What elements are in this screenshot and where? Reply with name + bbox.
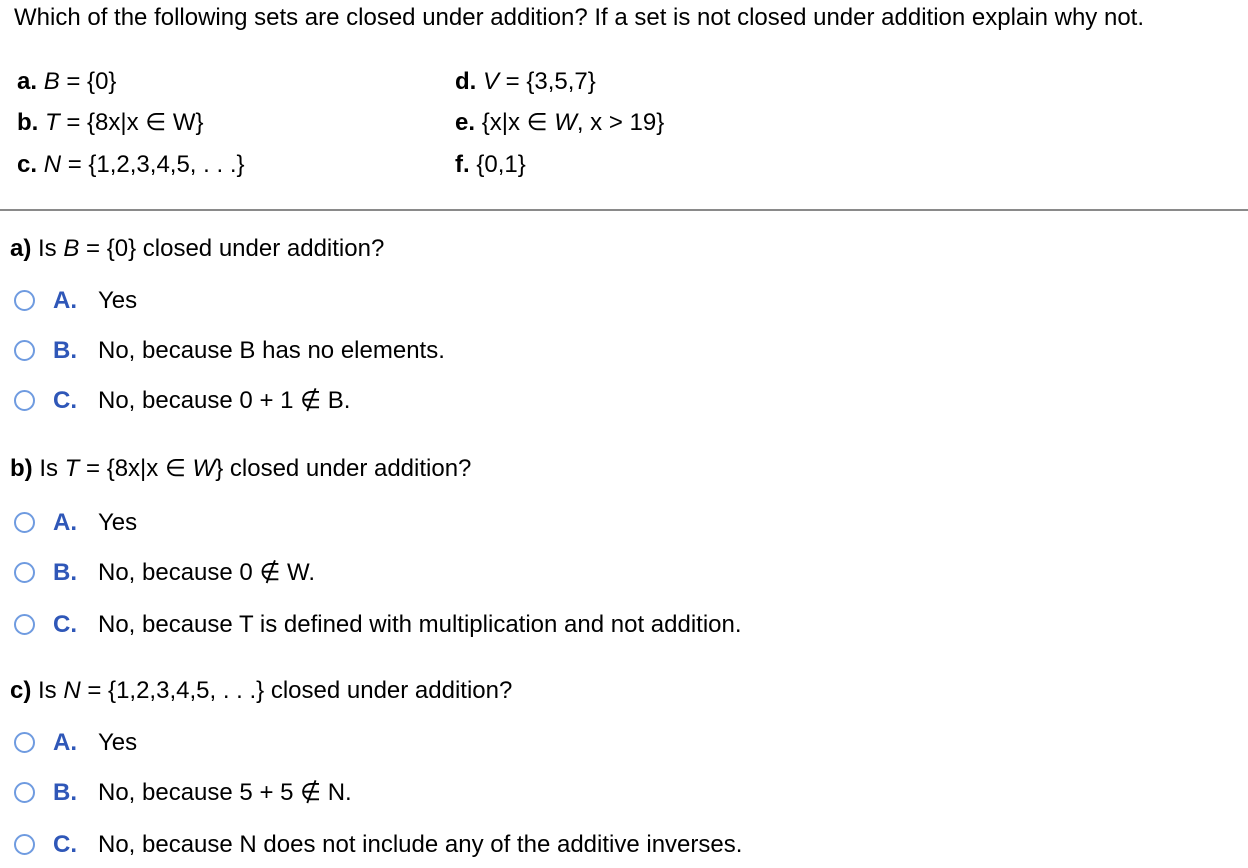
set-letter: f. bbox=[455, 151, 470, 178]
option-text[interactable]: Yes bbox=[98, 729, 138, 756]
radio-c-option-c[interactable] bbox=[14, 834, 35, 855]
question-text: = {1,2,3,4,5, . . .} closed under addition? bbox=[80, 677, 513, 704]
option-text[interactable]: Yes bbox=[98, 509, 138, 536]
question-text: = {8x|x ∈ bbox=[79, 455, 193, 482]
option-c-a[interactable] bbox=[53, 731, 77, 755]
question-text-pre: Is bbox=[32, 455, 65, 482]
set-c bbox=[17, 153, 245, 177]
radio-a-option-b[interactable] bbox=[14, 340, 35, 361]
set-definition: = {8x|x ∈ W} bbox=[59, 109, 204, 136]
option-letter: A. bbox=[53, 729, 77, 756]
option-letter: B. bbox=[53, 559, 77, 586]
set-letter: e. bbox=[455, 109, 476, 136]
radio-b-option-c[interactable] bbox=[14, 614, 35, 635]
radio-c-option-b[interactable] bbox=[14, 782, 35, 803]
set-d bbox=[455, 70, 596, 94]
set-name: N bbox=[43, 151, 62, 178]
question-text-pre: Is bbox=[31, 235, 64, 262]
option-letter: C. bbox=[53, 611, 77, 638]
question-set-name: B bbox=[63, 235, 80, 262]
question-text: = {0} closed under addition? bbox=[79, 235, 385, 262]
option-text[interactable]: No, because 0 ∉ W. bbox=[98, 559, 316, 586]
section-divider bbox=[0, 209, 1248, 211]
set-a bbox=[17, 70, 116, 94]
set-definition: = {1,2,3,4,5, . . .} bbox=[61, 151, 245, 178]
set-letter: a. bbox=[17, 68, 38, 95]
option-text[interactable]: No, because B has no elements. bbox=[98, 337, 445, 364]
instruction-text: Which of the following sets are closed under addition? If a set is not closed under addition explain why not. bbox=[14, 4, 1145, 31]
option-text[interactable]: No, because 5 + 5 ∉ N. bbox=[98, 779, 352, 806]
question-text-pre: Is bbox=[31, 677, 64, 704]
set-definition: , x > 19} bbox=[576, 109, 665, 136]
set-letter: c. bbox=[17, 151, 38, 178]
radio-b-option-b[interactable] bbox=[14, 562, 35, 583]
option-b-b[interactable] bbox=[53, 561, 77, 585]
option-letter: C. bbox=[53, 387, 77, 414]
option-letter: C. bbox=[53, 831, 77, 858]
set-b bbox=[17, 111, 204, 135]
question-a bbox=[10, 237, 384, 261]
set-definition-pre: {x|x ∈ bbox=[481, 109, 555, 136]
option-a-a[interactable] bbox=[53, 289, 77, 313]
option-c-b[interactable] bbox=[53, 781, 77, 805]
question-label: b) bbox=[10, 455, 33, 482]
question-c bbox=[10, 679, 512, 703]
set-name: B bbox=[43, 68, 60, 95]
set-name: V bbox=[483, 68, 500, 95]
question-set-name: T bbox=[64, 455, 80, 482]
option-text[interactable]: No, because T is defined with multiplication and not addition. bbox=[98, 611, 742, 638]
option-text[interactable]: No, because 0 + 1 ∉ B. bbox=[98, 387, 351, 414]
set-letter: d. bbox=[455, 68, 477, 95]
question-set-name: N bbox=[63, 677, 81, 704]
radio-a-option-a[interactable] bbox=[14, 290, 35, 311]
option-a-b[interactable] bbox=[53, 339, 77, 363]
set-f bbox=[455, 153, 526, 177]
set-definition: = {0} bbox=[59, 68, 117, 95]
option-text[interactable]: No, because N does not include any of the additive inverses. bbox=[98, 831, 743, 858]
option-letter: B. bbox=[53, 779, 77, 806]
radio-b-option-a[interactable] bbox=[14, 512, 35, 533]
option-b-c[interactable] bbox=[53, 613, 77, 637]
set-e bbox=[455, 111, 664, 135]
radio-c-option-a[interactable] bbox=[14, 732, 35, 753]
option-letter: A. bbox=[53, 287, 77, 314]
option-letter: A. bbox=[53, 509, 77, 536]
set-definition: = {3,5,7} bbox=[499, 68, 596, 95]
question-label: a) bbox=[10, 235, 32, 262]
set-name: W bbox=[554, 109, 577, 136]
question-set-name-2: W bbox=[192, 455, 216, 482]
question-label: c) bbox=[10, 677, 32, 704]
question-text-post: } closed under addition? bbox=[215, 455, 472, 482]
radio-a-option-c[interactable] bbox=[14, 390, 35, 411]
set-letter: b. bbox=[17, 109, 39, 136]
option-c-c[interactable] bbox=[53, 833, 77, 857]
set-name: T bbox=[45, 109, 60, 136]
set-definition: {0,1} bbox=[476, 151, 526, 178]
option-letter: B. bbox=[53, 337, 77, 364]
option-text[interactable]: Yes bbox=[98, 287, 138, 314]
option-b-a[interactable] bbox=[53, 511, 77, 535]
question-b bbox=[10, 457, 471, 481]
option-a-c[interactable] bbox=[53, 389, 77, 413]
